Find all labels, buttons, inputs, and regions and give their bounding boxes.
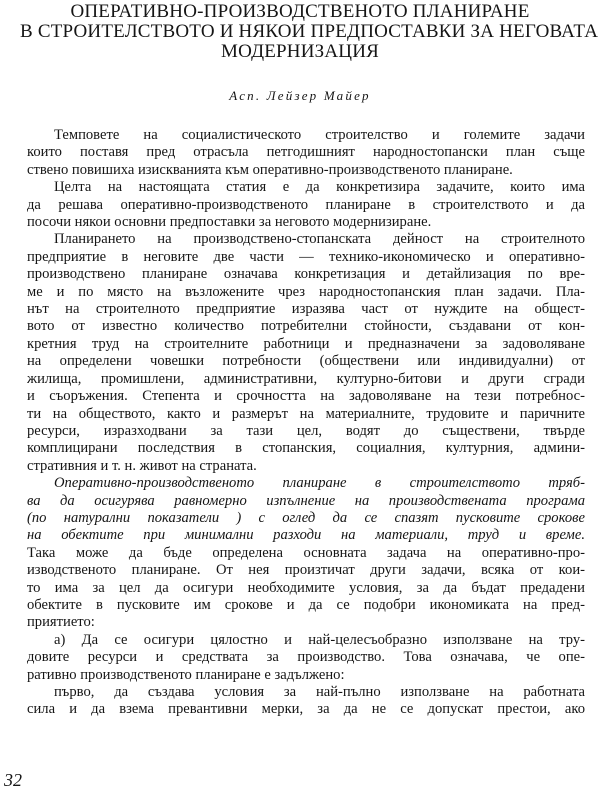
body-line: предприятие в неговите две части — технико-икономическо и оперативно-	[27, 248, 585, 265]
body-line: Така може да бъде определена основната задача на оперативно-про-	[27, 544, 585, 561]
article-title	[20, 1, 599, 62]
title-line-2: В СТРОИТЕЛСТВОТО И НЯКОИ ПРЕДПОСТАВКИ ЗА НЕГОВАТА	[20, 21, 599, 42]
body-line: Целта на настоящата статия е да конкретизира задачите, които има	[54, 179, 585, 196]
body-line: да решава оперативно-производственото планиране в строителството и да	[27, 196, 585, 213]
body-line: първо, да създава условия за най-пълно използване на работната	[54, 684, 585, 700]
body-line: вото от известно количество потребителни стойности, създавани от кон-	[27, 318, 585, 335]
body-line: на обектите при минимални разходи на материали, труд и време.	[27, 527, 585, 544]
body-line: (по натурални показатели ) с оглед да се спазят пусковите срокове	[27, 509, 585, 526]
body-line: изводственото планиране. От нея произтичат други задачи, всяка от кои-	[27, 562, 585, 579]
body-line: които поставя пред отрасъла петгодишният народностопански план съще	[27, 144, 585, 161]
body-line: ративно производственото планиране е задължено:	[27, 666, 345, 683]
body-line: нът на строителното предприятие изразява част от нуждите на общест-	[27, 301, 585, 318]
body-line: Оперативно-производственото планиране в строителството тряб-	[54, 475, 585, 492]
article-author: Асп. Лейзер Майер	[229, 88, 371, 103]
body-line: ти на обществото, както и размерът на материалните, трудовите и паричните	[27, 405, 585, 422]
title-line-1: ОПЕРАТИВНО-ПРОИЗВОДСТВЕНОТО ПЛАНИРАНЕ	[70, 1, 530, 22]
body-line: а) Да се осигури цялостно и най-целесъобразно използване на тру-	[54, 631, 585, 648]
body-line: ресурси, изразходвани за тази цел, водят до съществени, твърде	[27, 422, 585, 439]
body-line: жилища, промишлени, административни, културно-битови и други сгради	[27, 370, 585, 387]
body-line: производствено планиране означава конкретизация и детайлизация по вре-	[27, 266, 585, 283]
article-body	[27, 127, 585, 719]
body-line: довите ресурси и средствата за производство. Това означава, че опе-	[27, 649, 585, 666]
body-line: ствено повишиха изискванията към оперативно-производственото планиране.	[27, 161, 513, 178]
page-number: 32	[4, 770, 22, 790]
body-line: сила и да взема превантивни мерки, за да не се допускат престои, ако	[27, 701, 585, 718]
body-line: на определени човешки потребности (обществени или индивидуални) от	[27, 353, 585, 370]
body-line: обектите в пусковите им срокове и да се подобри икономиката на пред-	[27, 596, 585, 613]
body-line: и съоръжения. Степента и срочността на задоволяване на тези потребнос-	[27, 388, 585, 405]
title-line-3: МОДЕРНИЗАЦИЯ	[221, 41, 379, 62]
body-line: комплицирани последствия в стопанския, социалния, културния, админи-	[27, 440, 585, 457]
body-line: ме и по място на възложените чрез народностопанския план задачи. Пла-	[27, 283, 585, 300]
body-line: Планирането на производствено-стопанската дейност на строителното	[54, 231, 585, 248]
body-line: приятието:	[27, 614, 95, 631]
body-line: то има за цел да осигури необходимите условия, за да бъдат предадени	[27, 579, 585, 596]
body-line: посочи някои основни предпоставки за неговото модернизиране.	[27, 214, 432, 231]
body-line: стративния и т. н. живот на страната.	[27, 457, 257, 474]
body-line: кретния труд на строителните работници и предназначени за задоволяване	[27, 335, 585, 352]
body-line: ва да осигурява равномерно изпълнение на производствената програма	[27, 492, 585, 509]
body-line: Темповете на социалистическото строителство и големите задачи	[54, 127, 585, 143]
